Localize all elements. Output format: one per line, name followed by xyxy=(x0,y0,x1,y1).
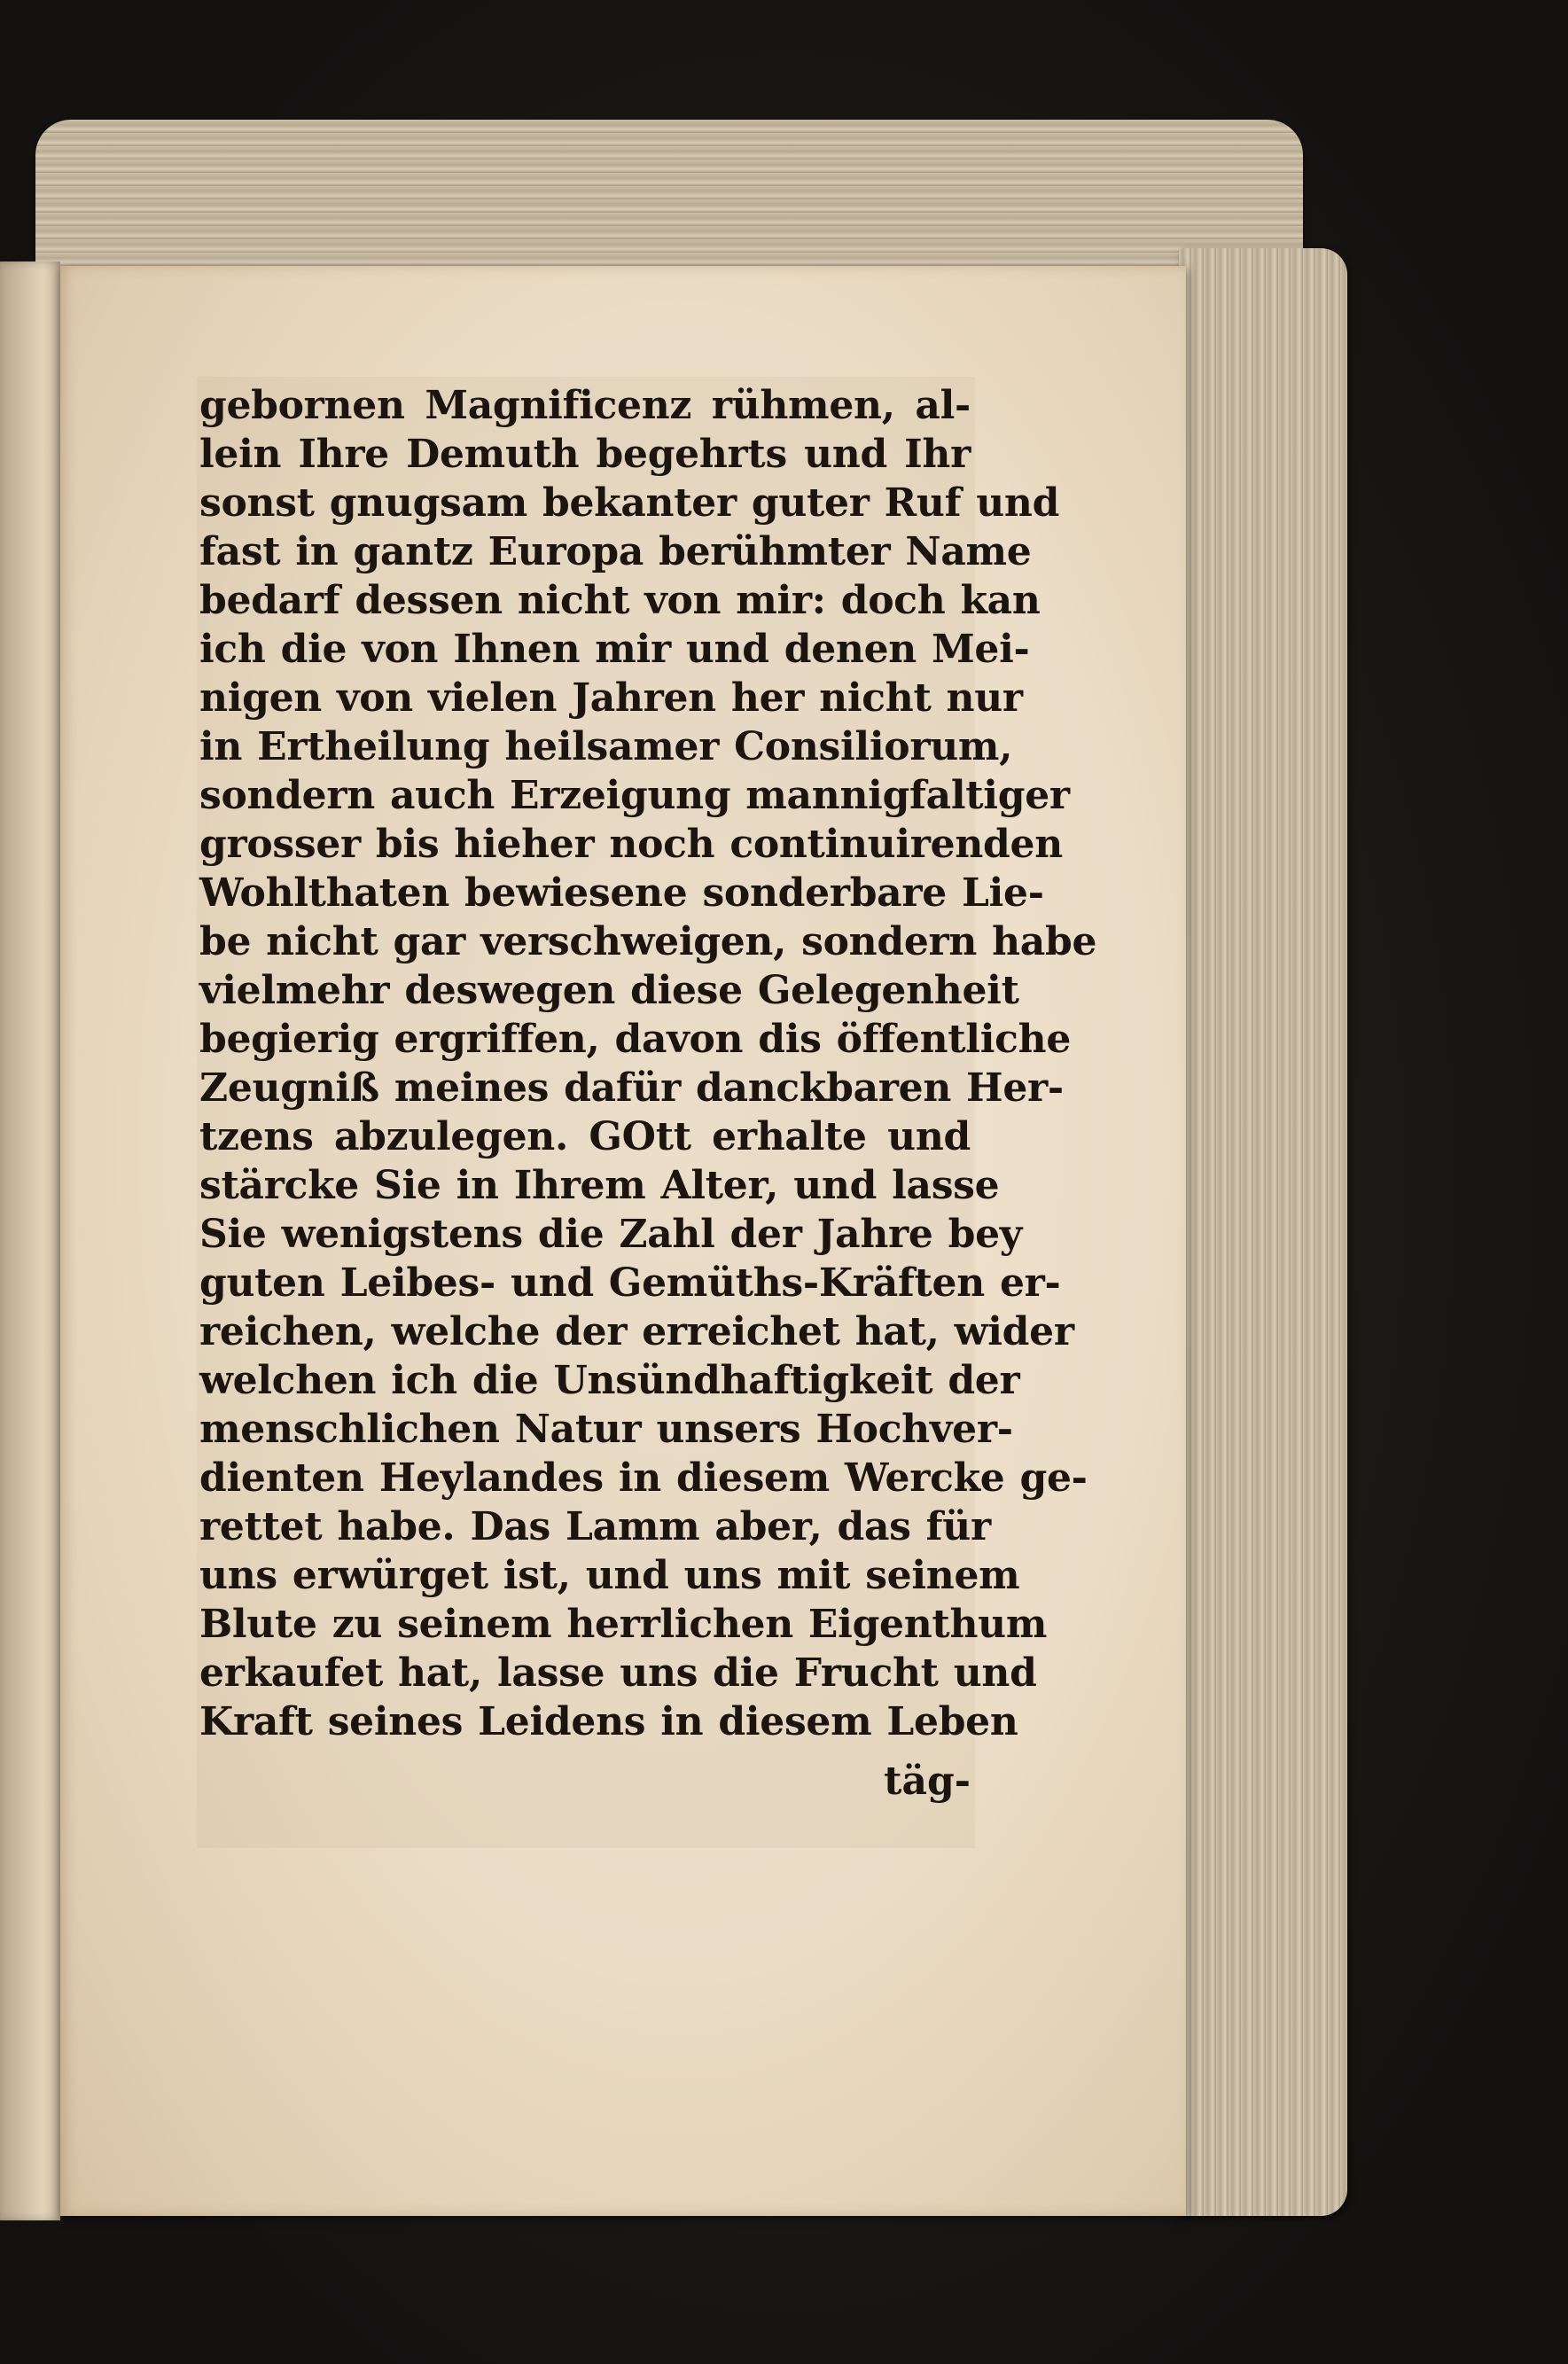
text-line: bedarf dessen nicht von mir: doch kan xyxy=(199,578,1041,623)
text-line: lein Ihre Demuth begehrts und Ihr xyxy=(199,432,971,477)
show-through-text xyxy=(208,1848,776,1892)
text-line: vielmehr deswegen diese Gelegenheit xyxy=(199,968,1019,1013)
text-line: menschlichen Natur unsers Hochver- xyxy=(199,1407,1013,1452)
page-edges-top xyxy=(35,120,1303,275)
text-line: welchen ich die Unsündhaftigkeit der xyxy=(199,1358,1020,1403)
text-line: nigen von vielen Jahren her nicht nur xyxy=(199,675,1023,721)
left-page-sliver xyxy=(0,261,60,2220)
text-line: be nicht gar verschweigen, sondern habe xyxy=(199,919,1097,964)
page-text xyxy=(199,381,1097,1806)
text-line: uns erwürget ist, und uns mit seinem xyxy=(199,1553,1020,1598)
text-line: ich die von Ihnen mir und denen Mei- xyxy=(199,627,1030,672)
text-line: grosser bis hieher noch continuirenden xyxy=(199,822,1063,867)
text-line: Zeugniß meines dafür danckbaren Her- xyxy=(199,1065,1064,1111)
text-line: reichen, welche der erreichet hat, wider xyxy=(199,1309,1074,1354)
text-line: begierig ergriffen, davon dis öffentliche xyxy=(199,1017,1072,1062)
text-line: Wohlthaten bewiesene sonderbare Lie- xyxy=(199,870,1044,916)
text-line: tzens abzulegen. GOtt erhalte und xyxy=(199,1114,971,1159)
text-line: gebornen Magnificenz rühmen, al- xyxy=(199,383,971,428)
text-line: sonst gnugsam bekanter guter Ruf und xyxy=(199,480,1060,526)
text-line: sondern auch Erzeigung mannigfaltiger xyxy=(199,773,1070,818)
text-line: in Ertheilung heilsamer Consiliorum, xyxy=(199,724,1013,769)
text-line: Kraft seines Leidens in diesem Leben xyxy=(199,1699,1018,1744)
text-line: stärcke Sie in Ihrem Alter, und lasse xyxy=(199,1163,1000,1208)
text-line: dienten Heylandes in diesem Wercke ge- xyxy=(199,1455,1088,1501)
text-line: fast in gantz Europa berühmter Name xyxy=(199,529,1032,574)
text-line: Sie wenigstens die Zahl der Jahre bey xyxy=(199,1212,1023,1257)
page-edges-right xyxy=(1179,248,1347,2216)
text-line: guten Leibes- und Gemüths-Kräften er- xyxy=(199,1260,1061,1306)
text-line: rettet habe. Das Lamm aber, das für xyxy=(199,1504,991,1549)
catchword: täg- xyxy=(884,1759,971,1804)
text-line: erkaufet hat, lasse uns die Frucht und xyxy=(199,1650,1037,1696)
text-line: Blute zu seinem herrlichen Eigenthum xyxy=(199,1602,1048,1647)
